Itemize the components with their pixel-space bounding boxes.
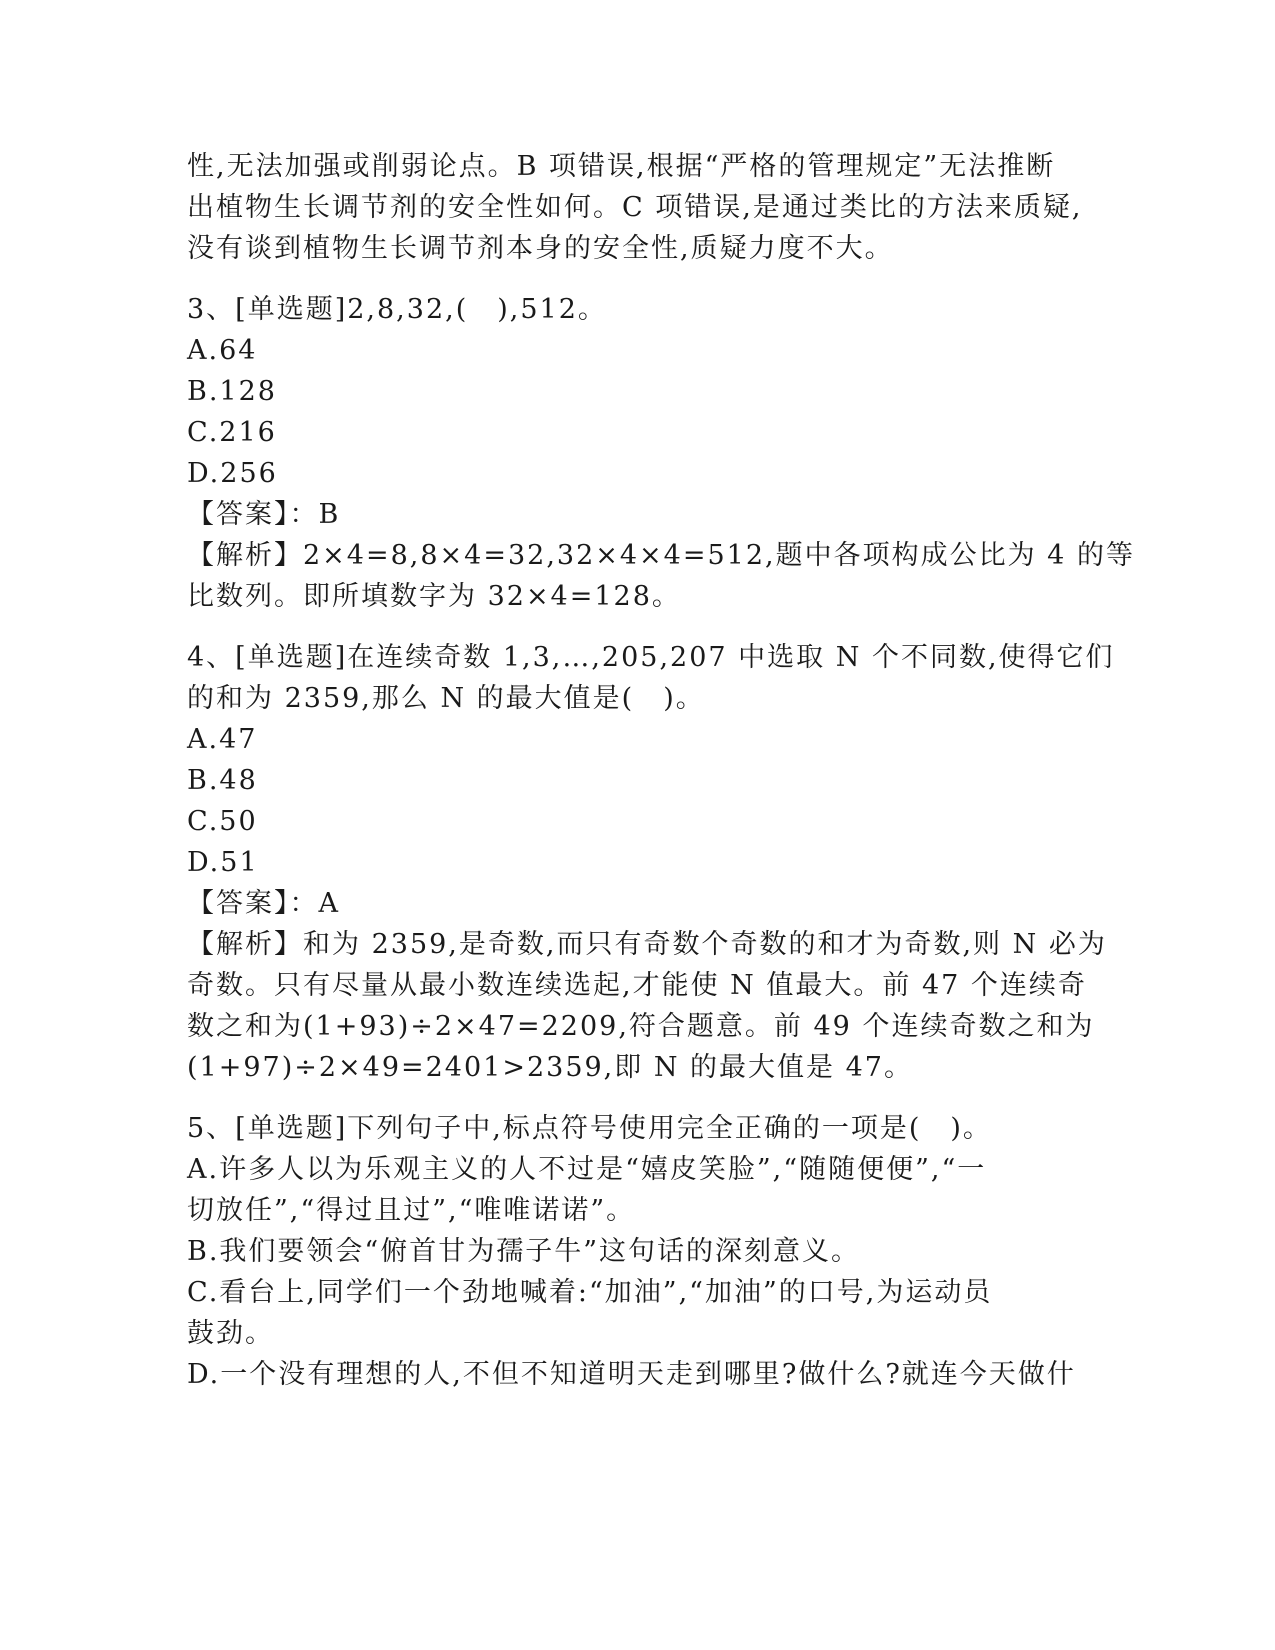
option-a: A.47 [187, 724, 258, 755]
analysis-line: (1+97)÷2×49=2401>2359,即 N 的最大值是 47。 [187, 1052, 913, 1083]
option-c-continued: 鼓劲。 [187, 1318, 274, 1349]
analysis-line: 比数列。即所填数字为 32×4=128。 [187, 581, 681, 612]
question-stem: 4、[单选题]在连续奇数 1,3,…,205,207 中选取 N 个不同数,使得它们 [187, 642, 1115, 673]
answer-line: 【答案】：A [187, 888, 340, 919]
question-stem: 5、[单选题]下列句子中,标点符号使用完全正确的一项是( )。 [187, 1113, 992, 1144]
option-c: C.50 [187, 806, 258, 837]
question-5 [187, 1108, 1087, 1395]
spacer [187, 1088, 1087, 1108]
option-b: B.我们要领会“俯首甘为孺子牛”这句话的深刻意义。 [187, 1236, 861, 1267]
option-a: A.64 [187, 335, 258, 366]
option-b: B.48 [187, 765, 258, 796]
paragraph-line: 性,无法加强或削弱论点。B 项错误,根据“严格的管理规定”无法推断 [187, 151, 1056, 182]
paragraph-line: 出植物生长调节剂的安全性如何。C 项错误,是通过类比的方法来质疑, [187, 192, 1083, 223]
option-d: D.256 [187, 458, 278, 489]
intro-paragraph [187, 146, 1087, 269]
question-stem: 3、[单选题]2,8,32,( ),512。 [187, 294, 607, 325]
analysis-line: 【解析】和为 2359,是奇数,而只有奇数个奇数的和才为奇数,则 N 必为 [187, 929, 1107, 960]
question-stem: 的和为 2359,那么 N 的最大值是( )。 [187, 683, 705, 714]
analysis-line: 数之和为(1+93)÷2×47=2209,符合题意。前 49 个连续奇数之和为 [187, 1011, 1095, 1042]
question-3 [187, 289, 1135, 617]
option-d: D.一个没有理想的人,不但不知道明天走到哪里?做什么?就连今天做什 [187, 1359, 1076, 1390]
option-d: D.51 [187, 847, 259, 878]
question-4 [187, 637, 1115, 1088]
document-page [187, 146, 1135, 1395]
analysis-line: 奇数。只有尽量从最小数连续选起,才能使 N 值最大。前 47 个连续奇 [187, 970, 1087, 1001]
option-c: C.216 [187, 417, 277, 448]
option-a-continued: 切放任”,“得过且过”,“唯唯诺诺”。 [187, 1195, 636, 1226]
spacer [187, 269, 1087, 289]
option-c: C.看台上,同学们一个劲地喊着:“加油”,“加油”的口号,为运动员 [187, 1277, 993, 1308]
analysis-line: 【解析】2×4=8,8×4=32,32×4×4=512,题中各项构成公比为 4 的等 [187, 540, 1135, 571]
option-b: B.128 [187, 376, 277, 407]
spacer [187, 617, 1087, 637]
answer-line: 【答案】：B [187, 499, 341, 530]
paragraph-line: 没有谈到植物生长调节剂本身的安全性,质疑力度不大。 [187, 233, 894, 264]
option-a: A.许多人以为乐观主义的人不过是“嬉皮笑脸”,“随随便便”,“一 [187, 1154, 987, 1185]
